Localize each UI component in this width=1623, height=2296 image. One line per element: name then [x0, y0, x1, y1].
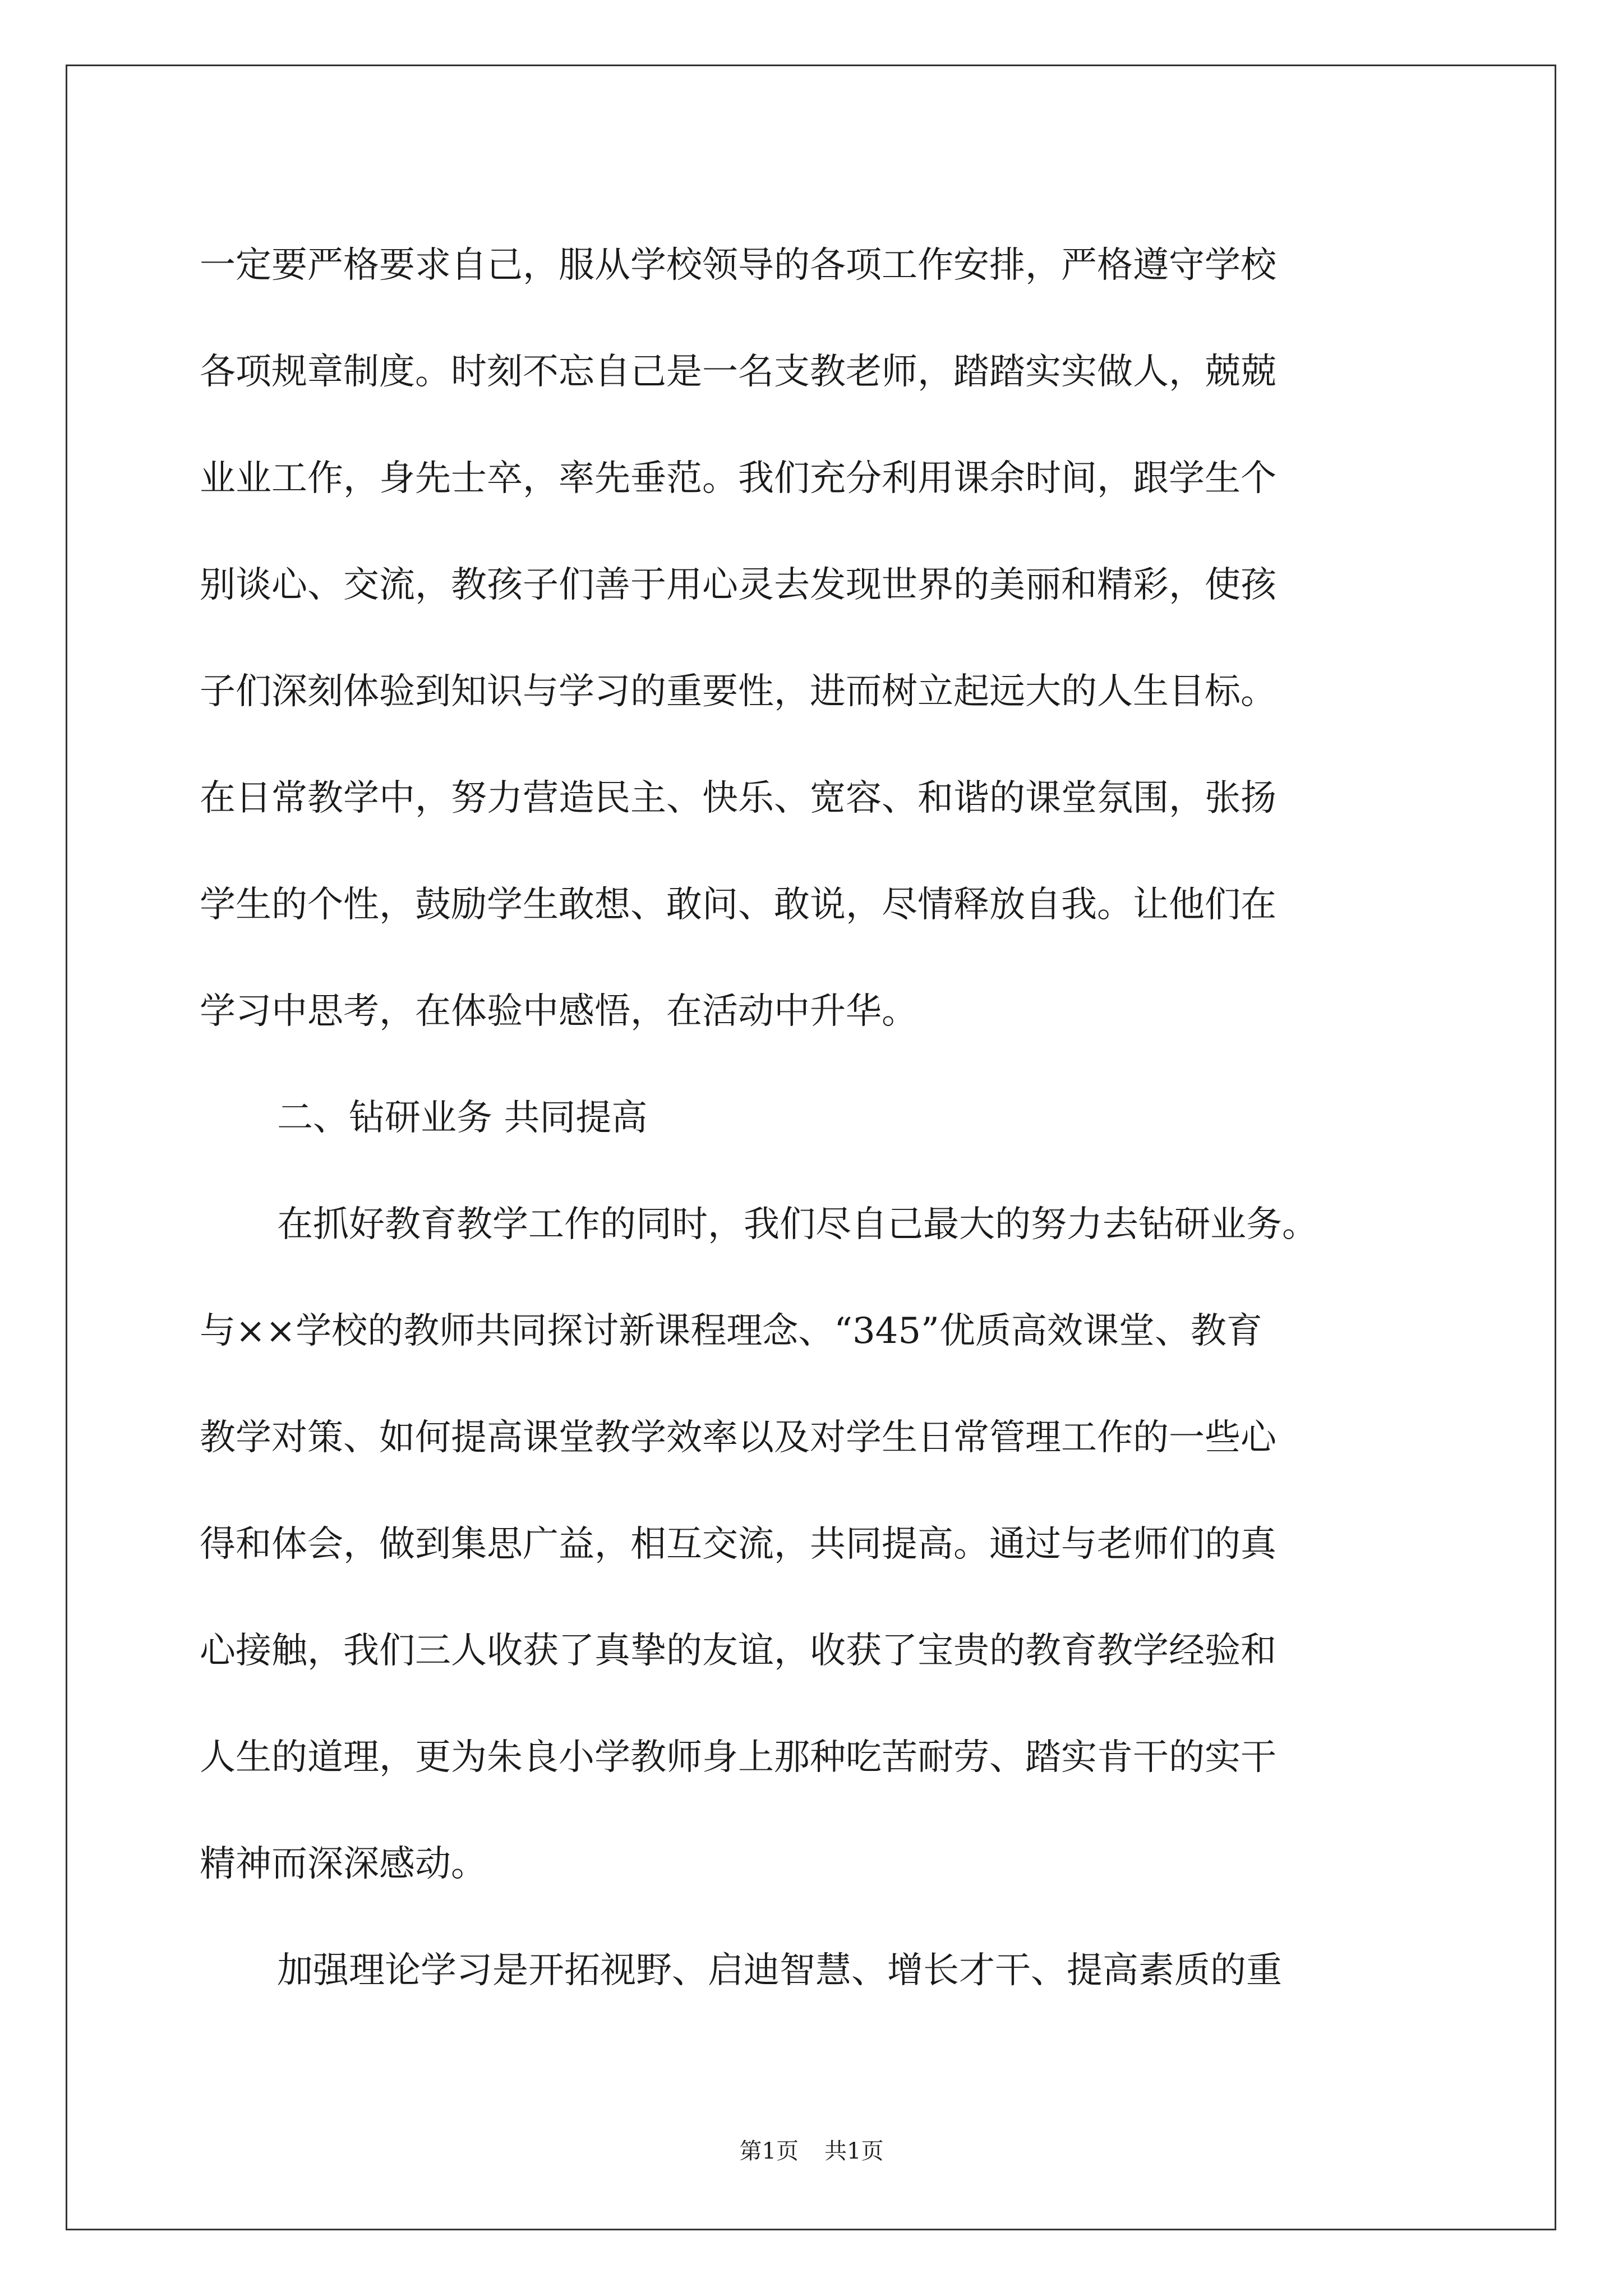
text-line: 在日常教学中，努力营造民主、快乐、宽容、和谐的课堂氛围，张扬 — [200, 777, 1276, 819]
page-number-current: 第1页 — [739, 2138, 799, 2164]
text-line: 心接触，我们三人收获了真挚的友谊，收获了宝贵的教育教学经验和 — [200, 1630, 1276, 1672]
page-footer — [0, 2134, 1623, 2168]
document-body — [200, 212, 1433, 2024]
text-line: 在抓好教育教学工作的同时，我们尽自己最大的努力去钻研业务。 — [277, 1204, 1318, 1245]
section-heading: 二、钻研业务 共同提高 — [277, 1097, 648, 1139]
text-line: 学生的个性，鼓励学生敢想、敢问、敢说，尽情释放自我。让他们在 — [200, 884, 1276, 926]
text-line: 各项规章制度。时刻不忘自己是一名支教老师，踏踏实实做人，兢兢 — [200, 351, 1276, 393]
text-line: 学习中思考，在体验中感悟，在活动中升华。 — [200, 991, 917, 1032]
text-line: 加强理论学习是开拓视野、启迪智慧、增长才干、提高素质的重 — [277, 1950, 1282, 1991]
text-line: 业业工作，身先士卒，率先垂范。我们充分利用课余时间，跟学生个 — [200, 458, 1276, 499]
page-number-total: 共1页 — [824, 2138, 884, 2164]
text-line: 一定要严格要求自己，服从学校领导的各项工作安排，严格遵守学校 — [200, 245, 1276, 286]
text-line: 教学对策、如何提高课堂教学效率以及对学生日常管理工作的一些心 — [200, 1417, 1276, 1458]
text-line: 别谈心、交流，教孩子们善于用心灵去发现世界的美丽和精彩，使孩 — [200, 564, 1276, 606]
text-line: 精神而深深感动。 — [200, 1843, 487, 1885]
text-line: 子们深刻体验到知识与学习的重要性，进而树立起远大的人生目标。 — [200, 671, 1276, 712]
text-line: 与××学校的教师共同探讨新课程理念、“345”优质高效课堂、教育 — [200, 1310, 1262, 1352]
text-line: 人生的道理，更为朱良小学教师身上那种吃苦耐劳、踏实肯干的实干 — [200, 1737, 1276, 1778]
text-line: 得和体会，做到集思广益，相互交流，共同提高。通过与老师们的真 — [200, 1524, 1276, 1565]
